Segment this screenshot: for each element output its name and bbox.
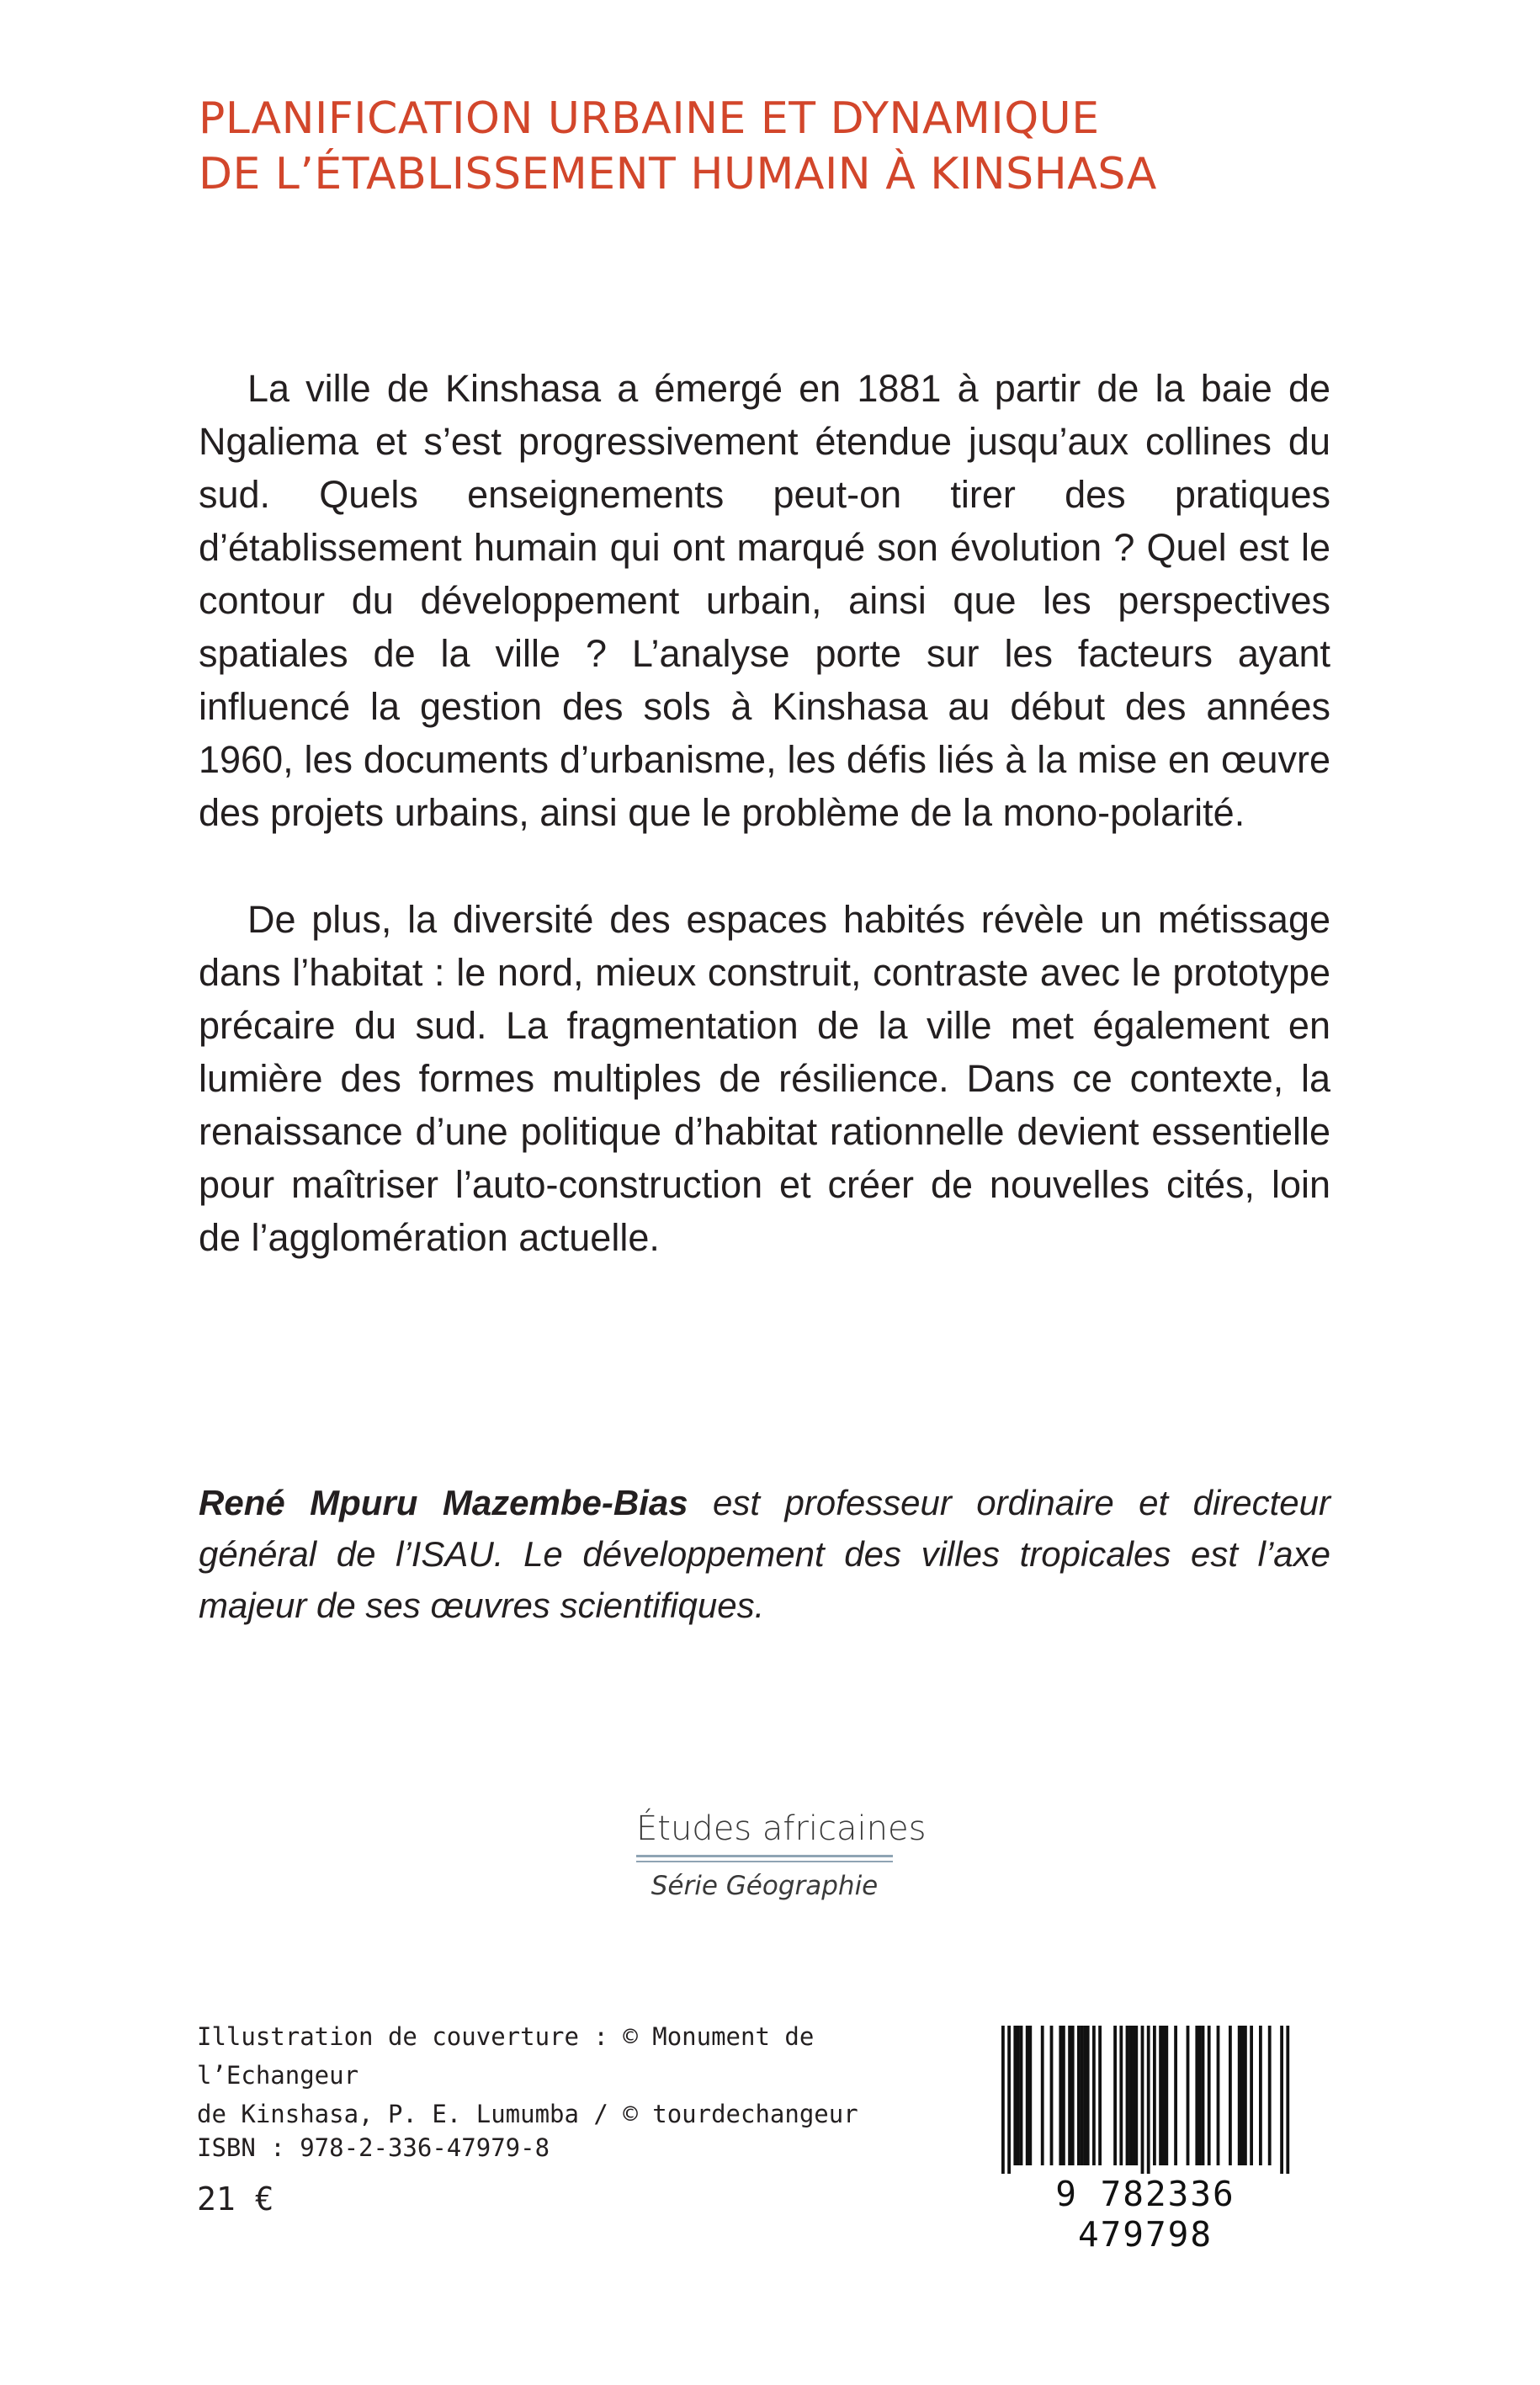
barcode-bar: [1132, 2026, 1135, 2165]
barcode-bar: [1083, 2026, 1086, 2165]
barcode-bar: [1013, 2026, 1017, 2165]
barcode-bar: [1020, 2026, 1023, 2165]
book-title: [199, 91, 1377, 202]
barcode-bar: [1050, 2026, 1054, 2165]
book-title-line2: DE L’ÉTABLISSEMENT HUMAIN À KINSHASA: [199, 149, 1157, 199]
barcode-bar: [1119, 2026, 1123, 2165]
barcode-bar: [1229, 2026, 1232, 2165]
barcode-digits: 9 782336 479798: [1055, 2174, 1235, 2255]
barcode-bar: [1147, 2026, 1150, 2174]
barcode-bar: [1280, 2026, 1283, 2174]
author-bio: [199, 1477, 1330, 1631]
barcode-bar: [1028, 2026, 1032, 2165]
barcode-bar: [1141, 2026, 1144, 2174]
barcode-bar: [1092, 2026, 1096, 2165]
barcode-bar: [1159, 2026, 1162, 2165]
barcode-bar: [1238, 2026, 1241, 2165]
barcode: [985, 2026, 1306, 2255]
cover-credits: [197, 2017, 954, 2133]
author-name: René Mpuru Mazembe-Bias: [199, 1483, 688, 1522]
barcode-bar: [1081, 2026, 1084, 2165]
summary-paragraph-1: La ville de Kinshasa a émergé en 1881 à partir de la baie de Ngaliema et s’est progressivement étendue jusqu’aux collines du sud. Quels enseignements peut-on tirer des pratiques d’établissement humain qui ont marqué son évolution ? Quel est le contour du développement urbain, ainsi que les perspectives spatiales de la ville ? L’analyse porte sur les facteurs ayant influencé la gestion des sols à Kinshasa au début des années 1960, les documents d’urbanisme, les défis liés à la mise en œuvre des projets urbains, ainsi que le problème de la mono-polarité.: [199, 367, 1330, 834]
author-bio-text: est professeur ordinaire et directeur général de l’ISAU. Le développement des villes tropicales est l’axe majeur de ses œuvres scientifiques.: [199, 1483, 1330, 1625]
barcode-bar: [1240, 2026, 1244, 2165]
barcode-bar: [1153, 2026, 1156, 2165]
barcode-bar: [1217, 2026, 1220, 2165]
barcode-bar: [1250, 2026, 1253, 2165]
barcode-bar: [1165, 2026, 1168, 2165]
cover-credits-line1: Illustration de couverture : © Monument de l’Echangeur: [197, 2022, 815, 2090]
barcode-bar: [1113, 2026, 1117, 2165]
barcode-bar: [1059, 2026, 1062, 2165]
barcode-bar: [1062, 2026, 1065, 2165]
barcode-bar: [1126, 2026, 1129, 2165]
price-text: 21 €: [197, 2180, 274, 2218]
barcode-bar: [1001, 2026, 1005, 2174]
barcode-bar: [1195, 2026, 1198, 2165]
barcode-bar: [1007, 2026, 1011, 2174]
barcode-bar: [1202, 2026, 1205, 2165]
barcode-bars: [985, 2026, 1306, 2174]
barcode-bar: [1286, 2026, 1289, 2174]
barcode-bar: [1086, 2026, 1090, 2165]
isbn-text: ISBN : 978-2-336-47979-8: [197, 2133, 550, 2162]
book-title-line1: PLANIFICATION URBAINE ET DYNAMIQUE: [199, 93, 1100, 144]
barcode-bar: [1041, 2026, 1044, 2165]
cover-credits-line2: de Kinshasa, P. E. Lumumba / © tourdechangeur: [197, 2100, 858, 2128]
barcode-bar: [1187, 2026, 1190, 2165]
collection-logo: [636, 1809, 927, 1901]
summary-paragraph-2: De plus, la diversité des espaces habités révèle un métissage dans l’habitat : le nord, mieux construit, contraste avec le prototype précaire du sud. La fragmentation de la ville met également en lumière des formes multiples de résilience. Dans ce contexte, la renaissance d’une politique d’habitat rationnelle devient essentielle pour maîtriser l’auto-construction et créer de nouvelles cités, loin de l’agglomération actuelle.: [199, 898, 1330, 1259]
barcode-bar: [1098, 2026, 1102, 2165]
barcode-bar: [1128, 2026, 1132, 2165]
barcode-bar: [1162, 2026, 1166, 2165]
barcode-bar: [1198, 2026, 1202, 2165]
collection-name: Études africaines: [636, 1809, 893, 1857]
barcode-bar: [1244, 2026, 1247, 2165]
barcode-bar: [1017, 2026, 1020, 2165]
barcode-bar: [1068, 2026, 1071, 2165]
barcode-bar: [1208, 2026, 1211, 2165]
barcode-bar: [1026, 2026, 1029, 2165]
barcode-bar: [1268, 2026, 1272, 2165]
collection-divider: [636, 1861, 893, 1862]
barcode-bar: [1077, 2026, 1081, 2165]
barcode-bar: [1174, 2026, 1177, 2165]
barcode-bar: [1134, 2026, 1138, 2165]
barcode-bar: [1071, 2026, 1075, 2165]
collection-series: Série Géographie: [651, 1871, 879, 1901]
barcode-bar: [1259, 2026, 1262, 2165]
